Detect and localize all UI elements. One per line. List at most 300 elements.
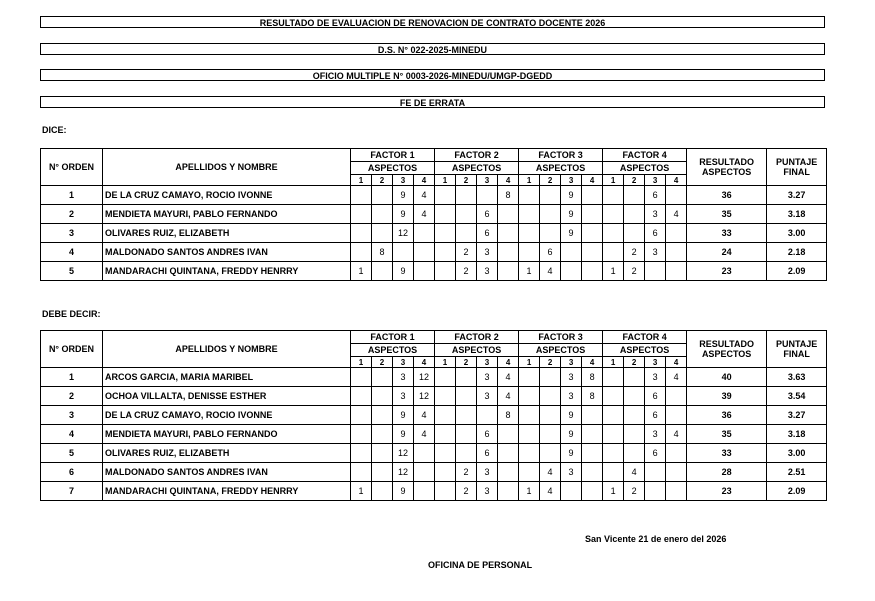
aspect-score [351, 387, 372, 406]
aspect-score [372, 482, 393, 501]
col-header-resultado: RESULTADO ASPECTOS [687, 149, 767, 186]
aspect-score: 3 [645, 425, 666, 444]
order-number: 5 [41, 262, 103, 281]
sub-aspect-number: 3 [393, 357, 414, 368]
aspect-score [498, 482, 519, 501]
aspect-score: 6 [645, 444, 666, 463]
aspect-score [624, 406, 645, 425]
puntaje-value: 3.63 [767, 368, 827, 387]
resultado-value: 28 [687, 463, 767, 482]
aspect-score: 8 [582, 368, 603, 387]
aspect-score [351, 243, 372, 262]
order-number: 1 [41, 368, 103, 387]
sub-aspect-number: 1 [603, 175, 624, 186]
aspect-score: 3 [645, 368, 666, 387]
sub-aspect-number: 1 [435, 357, 456, 368]
aspect-score: 4 [540, 463, 561, 482]
aspect-score: 3 [393, 387, 414, 406]
aspect-score [624, 387, 645, 406]
puntaje-value: 2.51 [767, 463, 827, 482]
person-name: MANDARACHI QUINTANA, FREDDY HENRRY [103, 482, 351, 501]
aspect-score: 2 [456, 262, 477, 281]
oficio-number: OFICIO MULTIPLE N° 0003-2026-MINEDU/UMGP-DGEDD [40, 69, 825, 81]
sub-aspect-number: 3 [645, 175, 666, 186]
factor-3-header: FACTOR 3 [519, 331, 603, 344]
table-row [41, 482, 827, 501]
order-number: 2 [41, 387, 103, 406]
order-number: 4 [41, 243, 103, 262]
aspect-score [666, 482, 687, 501]
aspect-score [519, 368, 540, 387]
resultado-value: 23 [687, 482, 767, 501]
resultado-value: 33 [687, 224, 767, 243]
aspect-score: 2 [624, 262, 645, 281]
puntaje-value: 3.18 [767, 205, 827, 224]
aspect-score [540, 406, 561, 425]
aspect-score [603, 406, 624, 425]
aspect-score: 6 [477, 205, 498, 224]
aspect-score [477, 406, 498, 425]
aspect-score [582, 425, 603, 444]
aspect-score [414, 463, 435, 482]
aspect-score [414, 482, 435, 501]
aspect-score: 9 [393, 406, 414, 425]
puntaje-value: 2.09 [767, 262, 827, 281]
aspect-score [540, 387, 561, 406]
order-number: 5 [41, 444, 103, 463]
aspect-score: 2 [456, 243, 477, 262]
aspect-score: 4 [414, 205, 435, 224]
sub-aspect-number: 1 [435, 175, 456, 186]
sub-aspect-number: 4 [666, 175, 687, 186]
sub-aspect-number: 3 [561, 175, 582, 186]
aspect-score [519, 186, 540, 205]
aspect-score [351, 205, 372, 224]
table-row [41, 463, 827, 482]
header-row-factors [41, 331, 827, 344]
person-name: MENDIETA MAYURI, PABLO FERNANDO [103, 205, 351, 224]
person-name: OLIVARES RUIZ, ELIZABETH [103, 444, 351, 463]
aspect-score [372, 425, 393, 444]
aspect-score [603, 387, 624, 406]
sub-aspect-number: 2 [372, 175, 393, 186]
aspect-score [393, 243, 414, 262]
aspect-score: 9 [393, 482, 414, 501]
order-number: 1 [41, 186, 103, 205]
aspect-score: 4 [540, 482, 561, 501]
aspect-score [519, 463, 540, 482]
aspect-score: 4 [624, 463, 645, 482]
col-header-nombre: APELLIDOS Y NOMBRE [103, 149, 351, 186]
aspectos-header: ASPECTOS [519, 162, 603, 175]
aspect-score: 3 [477, 387, 498, 406]
signature-date: San Vicente 21 de enero del 2026 [585, 534, 727, 544]
aspect-score: 12 [393, 224, 414, 243]
sub-aspect-number: 1 [603, 357, 624, 368]
aspect-score: 6 [477, 444, 498, 463]
aspect-score: 4 [540, 262, 561, 281]
aspect-score [540, 425, 561, 444]
aspect-score: 3 [477, 463, 498, 482]
aspect-score [582, 482, 603, 501]
aspect-score [666, 444, 687, 463]
aspect-score: 4 [498, 387, 519, 406]
aspect-score [666, 406, 687, 425]
sub-aspect-number: 2 [456, 357, 477, 368]
aspect-score [435, 406, 456, 425]
aspect-score: 9 [561, 186, 582, 205]
resultado-value: 24 [687, 243, 767, 262]
aspect-score: 4 [414, 186, 435, 205]
table-row [41, 186, 827, 205]
aspect-score [519, 224, 540, 243]
col-header-orden: N° ORDEN [41, 331, 103, 368]
aspect-score [519, 243, 540, 262]
table-row [41, 425, 827, 444]
aspect-score: 3 [645, 205, 666, 224]
table-row [41, 262, 827, 281]
aspect-score [351, 186, 372, 205]
factor-2-header: FACTOR 2 [435, 149, 519, 162]
aspect-score [561, 243, 582, 262]
aspect-score [435, 482, 456, 501]
aspect-score [603, 243, 624, 262]
aspect-score [477, 186, 498, 205]
aspect-score [414, 243, 435, 262]
aspect-score [666, 224, 687, 243]
order-number: 2 [41, 205, 103, 224]
sub-aspect-number: 4 [582, 175, 603, 186]
resultado-value: 36 [687, 186, 767, 205]
sub-aspect-number: 3 [393, 175, 414, 186]
aspect-score: 3 [645, 243, 666, 262]
factor-3-header: FACTOR 3 [519, 149, 603, 162]
aspect-score [666, 186, 687, 205]
factor-1-header: FACTOR 1 [351, 149, 435, 162]
resultado-value: 35 [687, 425, 767, 444]
aspectos-header: ASPECTOS [603, 162, 687, 175]
factor-4-header: FACTOR 4 [603, 331, 687, 344]
aspect-score [624, 186, 645, 205]
aspectos-header: ASPECTOS [435, 344, 519, 357]
aspect-score: 12 [414, 387, 435, 406]
col-header-puntaje: PUNTAJE FINAL [767, 149, 827, 186]
aspect-score [624, 444, 645, 463]
aspect-score [666, 243, 687, 262]
person-name: MALDONADO SANTOS ANDRES IVAN [103, 463, 351, 482]
aspect-score [498, 205, 519, 224]
aspect-score: 3 [561, 463, 582, 482]
table-row [41, 368, 827, 387]
puntaje-value: 3.54 [767, 387, 827, 406]
aspect-score: 1 [603, 262, 624, 281]
aspect-score: 2 [456, 482, 477, 501]
aspect-score [372, 387, 393, 406]
aspect-score [435, 243, 456, 262]
aspect-score [540, 368, 561, 387]
aspect-score [498, 224, 519, 243]
person-name: OCHOA VILLALTA, DENISSE ESTHER [103, 387, 351, 406]
aspect-score [456, 425, 477, 444]
aspect-score [540, 224, 561, 243]
aspect-score [372, 444, 393, 463]
aspect-score [435, 463, 456, 482]
aspect-score: 1 [351, 482, 372, 501]
aspect-score: 3 [477, 368, 498, 387]
aspect-score: 12 [414, 368, 435, 387]
aspect-score: 3 [477, 243, 498, 262]
person-name: MANDARACHI QUINTANA, FREDDY HENRRY [103, 262, 351, 281]
sub-aspect-number: 3 [645, 357, 666, 368]
aspect-score: 6 [645, 186, 666, 205]
aspect-score [519, 387, 540, 406]
aspect-score: 12 [393, 463, 414, 482]
sub-aspect-number: 1 [519, 175, 540, 186]
aspect-score [582, 224, 603, 243]
aspect-score [561, 262, 582, 281]
aspect-score: 6 [540, 243, 561, 262]
sub-aspect-number: 2 [372, 357, 393, 368]
aspect-score: 4 [414, 406, 435, 425]
sub-aspect-number: 2 [540, 357, 561, 368]
person-name: OLIVARES RUIZ, ELIZABETH [103, 224, 351, 243]
aspect-score: 3 [561, 368, 582, 387]
aspect-score [435, 368, 456, 387]
factor-1-header: FACTOR 1 [351, 331, 435, 344]
table-row [41, 243, 827, 262]
aspect-score: 8 [498, 186, 519, 205]
aspect-score [666, 463, 687, 482]
dice-label: DICE: [42, 125, 67, 135]
aspect-score [582, 205, 603, 224]
aspect-score [435, 186, 456, 205]
office-name: OFICINA DE PERSONAL [428, 560, 533, 570]
aspect-score: 6 [477, 425, 498, 444]
aspect-score [519, 425, 540, 444]
aspect-score: 3 [477, 262, 498, 281]
aspect-score: 4 [498, 368, 519, 387]
aspect-score [624, 205, 645, 224]
aspect-score: 2 [456, 463, 477, 482]
factor-2-header: FACTOR 2 [435, 331, 519, 344]
aspect-score [351, 444, 372, 463]
aspect-score [540, 444, 561, 463]
aspect-score [456, 406, 477, 425]
aspect-score [498, 444, 519, 463]
sub-aspect-number: 2 [624, 357, 645, 368]
aspect-score: 6 [477, 224, 498, 243]
col-header-nombre: APELLIDOS Y NOMBRE [103, 331, 351, 368]
aspect-score [351, 224, 372, 243]
aspect-score: 9 [393, 186, 414, 205]
aspect-score [351, 368, 372, 387]
col-header-puntaje: PUNTAJE FINAL [767, 331, 827, 368]
aspect-score [603, 444, 624, 463]
aspect-score: 9 [561, 444, 582, 463]
aspect-score [435, 444, 456, 463]
aspect-score [456, 224, 477, 243]
aspect-score [498, 262, 519, 281]
aspect-score: 2 [624, 243, 645, 262]
col-header-orden: N° ORDEN [41, 149, 103, 186]
factor-4-header: FACTOR 4 [603, 149, 687, 162]
aspect-score [456, 368, 477, 387]
aspect-score: 4 [666, 368, 687, 387]
sub-aspect-number: 4 [582, 357, 603, 368]
aspect-score: 8 [372, 243, 393, 262]
order-number: 4 [41, 425, 103, 444]
puntaje-value: 2.18 [767, 243, 827, 262]
aspect-score: 3 [393, 368, 414, 387]
aspect-score [519, 205, 540, 224]
aspect-score: 1 [519, 482, 540, 501]
dice-table [40, 148, 827, 281]
decree-number: D.S. N° 022-2025-MINEDU [40, 43, 825, 55]
table-row [41, 387, 827, 406]
aspect-score [603, 186, 624, 205]
aspect-score [540, 186, 561, 205]
aspect-score [456, 444, 477, 463]
aspect-score [435, 387, 456, 406]
aspect-score [519, 444, 540, 463]
table-row [41, 205, 827, 224]
aspect-score: 9 [561, 406, 582, 425]
aspect-score: 9 [393, 262, 414, 281]
aspect-score: 8 [582, 387, 603, 406]
aspect-score [372, 262, 393, 281]
aspect-score [372, 205, 393, 224]
sub-aspect-number: 4 [414, 357, 435, 368]
sub-aspect-number: 1 [519, 357, 540, 368]
puntaje-value: 3.18 [767, 425, 827, 444]
person-name: DE LA CRUZ CAMAYO, ROCIO IVONNE [103, 406, 351, 425]
resultado-value: 33 [687, 444, 767, 463]
aspect-score [351, 425, 372, 444]
aspect-score: 4 [666, 205, 687, 224]
aspectos-header: ASPECTOS [435, 162, 519, 175]
aspect-score [519, 406, 540, 425]
aspect-score: 3 [561, 387, 582, 406]
person-name: MENDIETA MAYURI, PABLO FERNANDO [103, 425, 351, 444]
aspect-score [498, 463, 519, 482]
sub-aspect-number: 3 [561, 357, 582, 368]
document-title: RESULTADO DE EVALUACION DE RENOVACION DE CONTRATO DOCENTE 2026 [40, 16, 825, 28]
order-number: 3 [41, 224, 103, 243]
aspectos-header: ASPECTOS [519, 344, 603, 357]
aspect-score [456, 387, 477, 406]
aspect-score [603, 425, 624, 444]
aspect-score [372, 406, 393, 425]
aspectos-header: ASPECTOS [351, 344, 435, 357]
sub-aspect-number: 4 [414, 175, 435, 186]
aspect-score [372, 224, 393, 243]
aspect-score [456, 205, 477, 224]
aspect-score [582, 406, 603, 425]
person-name: MALDONADO SANTOS ANDRES IVAN [103, 243, 351, 262]
aspect-score [435, 262, 456, 281]
aspect-score: 3 [477, 482, 498, 501]
aspect-score: 9 [561, 224, 582, 243]
aspect-score [435, 205, 456, 224]
aspect-score [372, 463, 393, 482]
table-row [41, 406, 827, 425]
sub-aspect-number: 1 [351, 175, 372, 186]
aspect-score [645, 463, 666, 482]
sub-aspect-number: 4 [498, 175, 519, 186]
aspect-score [582, 243, 603, 262]
aspect-score [582, 186, 603, 205]
aspect-score: 9 [393, 205, 414, 224]
aspect-score: 9 [393, 425, 414, 444]
aspect-score [645, 262, 666, 281]
aspect-score [414, 262, 435, 281]
aspect-score [456, 186, 477, 205]
table-row [41, 444, 827, 463]
aspect-score: 2 [624, 482, 645, 501]
col-header-resultado: RESULTADO ASPECTOS [687, 331, 767, 368]
aspect-score [414, 444, 435, 463]
debe-decir-table [40, 330, 827, 501]
puntaje-value: 3.00 [767, 224, 827, 243]
aspect-score: 8 [498, 406, 519, 425]
aspect-score [603, 368, 624, 387]
aspect-score [603, 463, 624, 482]
aspect-score [666, 262, 687, 281]
order-number: 7 [41, 482, 103, 501]
aspect-score [603, 205, 624, 224]
resultado-value: 23 [687, 262, 767, 281]
puntaje-value: 2.09 [767, 482, 827, 501]
aspect-score: 12 [393, 444, 414, 463]
resultado-value: 39 [687, 387, 767, 406]
order-number: 3 [41, 406, 103, 425]
aspect-score [645, 482, 666, 501]
aspect-score [351, 463, 372, 482]
aspect-score [624, 425, 645, 444]
aspectos-header: ASPECTOS [351, 162, 435, 175]
aspect-score [582, 262, 603, 281]
debe-decir-label: DEBE DECIR: [42, 309, 101, 319]
person-name: DE LA CRUZ CAMAYO, ROCIO IVONNE [103, 186, 351, 205]
resultado-value: 36 [687, 406, 767, 425]
aspect-score [372, 186, 393, 205]
aspect-score: 6 [645, 387, 666, 406]
sub-aspect-number: 1 [351, 357, 372, 368]
header-row-factors [41, 149, 827, 162]
person-name: ARCOS GARCIA, MARIA MARIBEL [103, 368, 351, 387]
aspect-score: 6 [645, 224, 666, 243]
aspect-score: 1 [351, 262, 372, 281]
aspect-score [435, 224, 456, 243]
order-number: 6 [41, 463, 103, 482]
puntaje-value: 3.27 [767, 406, 827, 425]
aspect-score [582, 444, 603, 463]
aspect-score: 9 [561, 205, 582, 224]
aspect-score [582, 463, 603, 482]
aspect-score: 9 [561, 425, 582, 444]
aspect-score [666, 387, 687, 406]
aspect-score [561, 482, 582, 501]
aspect-score [498, 425, 519, 444]
aspect-score [540, 205, 561, 224]
puntaje-value: 3.00 [767, 444, 827, 463]
aspect-score [351, 406, 372, 425]
resultado-value: 35 [687, 205, 767, 224]
table-row [41, 224, 827, 243]
sub-aspect-number: 4 [498, 357, 519, 368]
aspect-score: 1 [603, 482, 624, 501]
aspect-score: 6 [645, 406, 666, 425]
